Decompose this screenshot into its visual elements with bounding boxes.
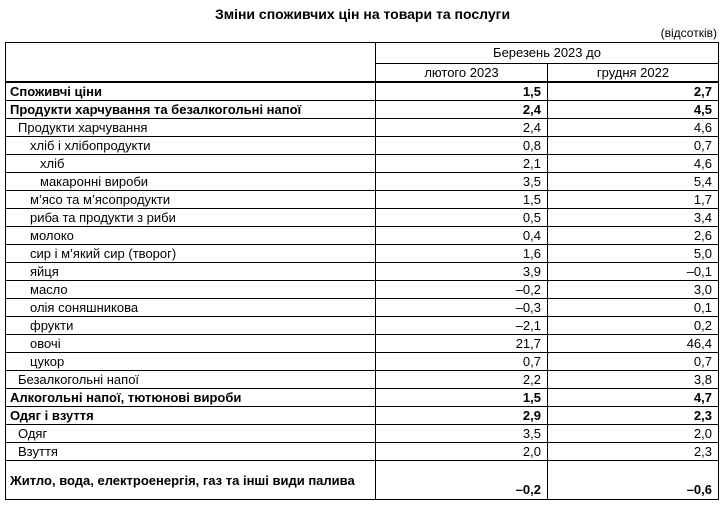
header-col-december: грудня 2022: [548, 64, 719, 83]
table-row: [6, 281, 719, 299]
row-value-month: –0,3: [376, 299, 548, 317]
price-changes-table: [5, 42, 719, 500]
row-value-december: 4,6: [548, 119, 719, 137]
row-value-month: 1,5: [376, 389, 548, 407]
table-title: Зміни споживчих цін на товари та послуги: [214, 6, 511, 22]
row-label: риба та продукти з риби: [6, 209, 376, 227]
table-row: [6, 155, 719, 173]
table-row: [6, 137, 719, 155]
row-label: Житло, вода, електроенергія, газ та інші види палива: [6, 461, 376, 500]
row-label: Продукти харчування: [6, 119, 376, 137]
row-value-month: 0,4: [376, 227, 548, 245]
row-value-month: 2,4: [376, 101, 548, 119]
header-empty-cell: [6, 43, 376, 83]
row-value-december: 3,4: [548, 209, 719, 227]
row-value-month: 0,5: [376, 209, 548, 227]
table-row: [6, 371, 719, 389]
table-row: [6, 82, 719, 101]
row-value-december: 4,6: [548, 155, 719, 173]
row-label: Одяг: [6, 425, 376, 443]
row-value-december: 3,0: [548, 281, 719, 299]
row-value-december: 0,7: [548, 353, 719, 371]
row-value-december: 46,4: [548, 335, 719, 353]
row-value-december: 4,7: [548, 389, 719, 407]
row-value-month: 2,9: [376, 407, 548, 425]
row-value-month: –0,2: [376, 281, 548, 299]
row-value-december: 2,7: [548, 82, 719, 101]
row-value-month: 2,1: [376, 155, 548, 173]
table-row: [6, 353, 719, 371]
row-label: Алкогольні напої, тютюнові вироби: [6, 389, 376, 407]
table-row: [6, 335, 719, 353]
table-row: [6, 101, 719, 119]
table-row: [6, 389, 719, 407]
row-label: сир і м’який сир (творог): [6, 245, 376, 263]
table-row: [6, 245, 719, 263]
row-value-month: 1,6: [376, 245, 548, 263]
row-value-december: –0,1: [548, 263, 719, 281]
table-row: [6, 461, 719, 500]
header-col-month: лютого 2023: [376, 64, 548, 83]
row-value-december: 2,3: [548, 407, 719, 425]
table-row: [6, 173, 719, 191]
row-label: овочі: [6, 335, 376, 353]
header-period-group: Березень 2023 до: [376, 43, 719, 64]
row-label: Взуття: [6, 443, 376, 461]
table-row: [6, 425, 719, 443]
row-label: макаронні вироби: [6, 173, 376, 191]
row-value-december: 3,8: [548, 371, 719, 389]
row-value-month: 2,4: [376, 119, 548, 137]
row-label: Безалкогольні напої: [6, 371, 376, 389]
row-label: Продукти харчування та безалкогольні напої: [6, 101, 376, 119]
row-value-december: 5,4: [548, 173, 719, 191]
table-row: [6, 407, 719, 425]
table-row: [6, 299, 719, 317]
row-value-month: 2,2: [376, 371, 548, 389]
row-value-december: 0,1: [548, 299, 719, 317]
row-value-month: 0,8: [376, 137, 548, 155]
table-row: [6, 317, 719, 335]
row-label: Одяг і взуття: [6, 407, 376, 425]
row-value-december: 2,3: [548, 443, 719, 461]
table-row: [6, 443, 719, 461]
row-label: яйця: [6, 263, 376, 281]
row-value-december: 4,5: [548, 101, 719, 119]
row-value-month: 3,5: [376, 425, 548, 443]
row-value-december: –0,6: [548, 461, 719, 500]
row-label: хліб і хлібопродукти: [6, 137, 376, 155]
row-label: цукор: [6, 353, 376, 371]
row-label: молоко: [6, 227, 376, 245]
table-row: [6, 191, 719, 209]
table-row: [6, 227, 719, 245]
row-value-month: 3,5: [376, 173, 548, 191]
table-row: [6, 119, 719, 137]
row-value-month: 21,7: [376, 335, 548, 353]
row-label: фрукти: [6, 317, 376, 335]
row-value-month: 2,0: [376, 443, 548, 461]
row-label: олія соняшникова: [6, 299, 376, 317]
row-value-december: 1,7: [548, 191, 719, 209]
row-value-december: 2,6: [548, 227, 719, 245]
table-row: [6, 209, 719, 227]
row-label: м’ясо та м’ясопродукти: [6, 191, 376, 209]
row-value-december: 5,0: [548, 245, 719, 263]
row-label: хліб: [6, 155, 376, 173]
row-label: масло: [6, 281, 376, 299]
row-value-month: –0,2: [376, 461, 548, 500]
row-value-month: 1,5: [376, 82, 548, 101]
row-value-december: 2,0: [548, 425, 719, 443]
row-value-month: 0,7: [376, 353, 548, 371]
table-row: [6, 263, 719, 281]
row-value-month: –2,1: [376, 317, 548, 335]
row-value-december: 0,2: [548, 317, 719, 335]
units-note: (відсотків): [660, 26, 717, 40]
row-label: Споживчі ціни: [6, 82, 376, 101]
row-value-month: 1,5: [376, 191, 548, 209]
row-value-december: 0,7: [548, 137, 719, 155]
row-value-month: 3,9: [376, 263, 548, 281]
